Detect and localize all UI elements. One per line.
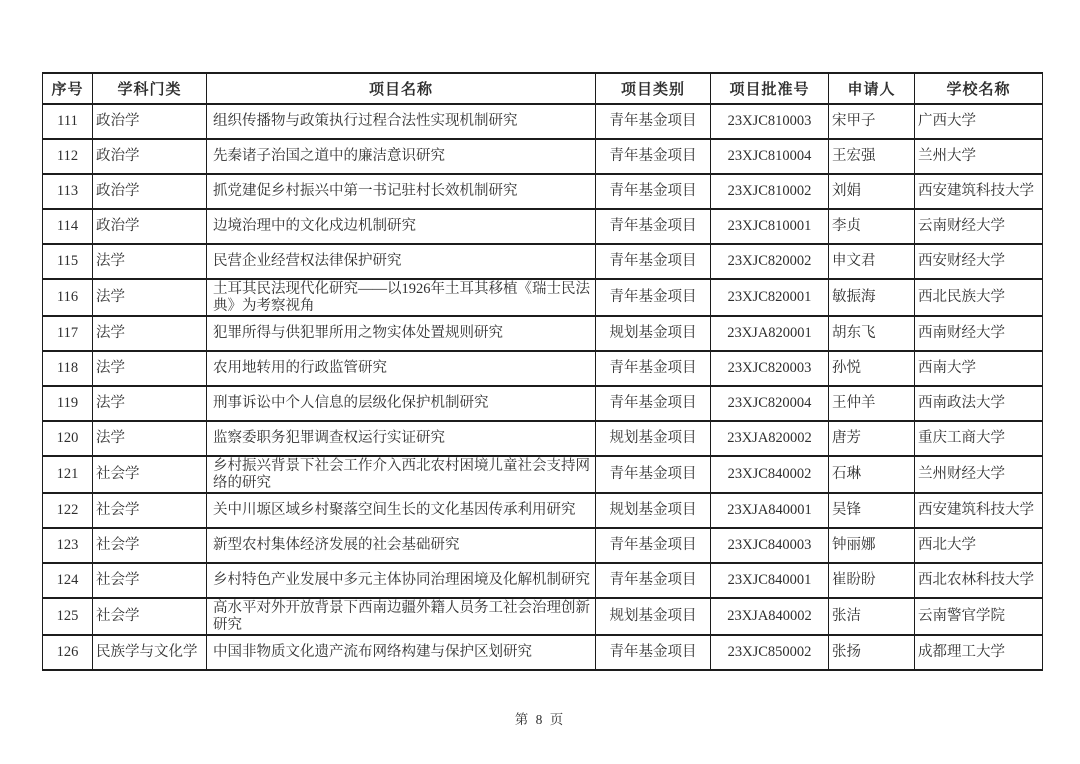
column-header-school: 学校名称 — [915, 73, 1043, 104]
page-number-footer: 第 8 页 — [514, 712, 566, 727]
cell-applicant: 唐芳 — [829, 421, 915, 456]
cell-school: 西安财经大学 — [915, 244, 1043, 279]
cell-grant_no: 23XJC840001 — [711, 563, 829, 598]
cell-discipline: 法学 — [93, 244, 207, 279]
cell-grant_no: 23XJC810002 — [711, 174, 829, 209]
cell-category: 青年基金项目 — [596, 351, 711, 386]
cell-grant_no: 23XJC810003 — [711, 104, 829, 139]
cell-title: 先秦诸子治国之道中的廉洁意识研究 — [207, 139, 596, 174]
cell-no: 121 — [43, 456, 93, 493]
table-row — [43, 139, 1043, 174]
cell-category: 青年基金项目 — [596, 563, 711, 598]
cell-category: 规划基金项目 — [596, 493, 711, 528]
cell-school: 重庆工商大学 — [915, 421, 1043, 456]
cell-title: 监察委职务犯罪调查权运行实证研究 — [207, 421, 596, 456]
cell-grant_no: 23XJC820004 — [711, 386, 829, 421]
table-row — [43, 174, 1043, 209]
cell-school: 西北农林科技大学 — [915, 563, 1043, 598]
cell-school: 西南大学 — [915, 351, 1043, 386]
table-row — [43, 528, 1043, 563]
cell-category: 青年基金项目 — [596, 209, 711, 244]
cell-discipline: 社会学 — [93, 563, 207, 598]
cell-grant_no: 23XJA840002 — [711, 598, 829, 635]
table-row — [43, 635, 1043, 670]
cell-title: 高水平对外开放背景下西南边疆外籍人员务工社会治理创新研究 — [207, 598, 596, 635]
cell-category: 规划基金项目 — [596, 421, 711, 456]
cell-title: 组织传播物与政策执行过程合法性实现机制研究 — [207, 104, 596, 139]
cell-no: 115 — [43, 244, 93, 279]
cell-no: 122 — [43, 493, 93, 528]
cell-category: 青年基金项目 — [596, 279, 711, 316]
cell-applicant: 吴锋 — [829, 493, 915, 528]
cell-school: 兰州财经大学 — [915, 456, 1043, 493]
table-row — [43, 104, 1043, 139]
cell-discipline: 法学 — [93, 421, 207, 456]
cell-applicant: 王宏强 — [829, 139, 915, 174]
column-header-applicant: 申请人 — [829, 73, 915, 104]
cell-category: 规划基金项目 — [596, 316, 711, 351]
column-header-category: 项目类别 — [596, 73, 711, 104]
cell-applicant: 宋甲子 — [829, 104, 915, 139]
cell-category: 青年基金项目 — [596, 244, 711, 279]
table-row — [43, 386, 1043, 421]
cell-grant_no: 23XJA820001 — [711, 316, 829, 351]
cell-discipline: 法学 — [93, 279, 207, 316]
cell-no: 119 — [43, 386, 93, 421]
cell-school: 西北民族大学 — [915, 279, 1043, 316]
cell-discipline: 法学 — [93, 316, 207, 351]
cell-no: 126 — [43, 635, 93, 670]
cell-applicant: 敏振海 — [829, 279, 915, 316]
cell-applicant: 崔盼盼 — [829, 563, 915, 598]
cell-school: 西南财经大学 — [915, 316, 1043, 351]
cell-category: 规划基金项目 — [596, 598, 711, 635]
cell-grant_no: 23XJC850002 — [711, 635, 829, 670]
table-row — [43, 316, 1043, 351]
cell-category: 青年基金项目 — [596, 456, 711, 493]
cell-no: 114 — [43, 209, 93, 244]
table-header-row — [43, 73, 1043, 104]
cell-school: 成都理工大学 — [915, 635, 1043, 670]
cell-title: 中国非物质文化遗产流布网络构建与保护区划研究 — [207, 635, 596, 670]
cell-no: 124 — [43, 563, 93, 598]
cell-title: 边境治理中的文化戍边机制研究 — [207, 209, 596, 244]
cell-school: 西南政法大学 — [915, 386, 1043, 421]
cell-discipline: 法学 — [93, 386, 207, 421]
cell-category: 青年基金项目 — [596, 528, 711, 563]
cell-applicant: 孙悦 — [829, 351, 915, 386]
cell-category: 青年基金项目 — [596, 386, 711, 421]
column-header-no: 序号 — [43, 73, 93, 104]
cell-applicant: 张扬 — [829, 635, 915, 670]
cell-grant_no: 23XJC820002 — [711, 244, 829, 279]
cell-discipline: 社会学 — [93, 493, 207, 528]
cell-grant_no: 23XJC840002 — [711, 456, 829, 493]
cell-discipline: 社会学 — [93, 528, 207, 563]
cell-grant_no: 23XJC810004 — [711, 139, 829, 174]
cell-school: 西北大学 — [915, 528, 1043, 563]
cell-title: 民营企业经营权法律保护研究 — [207, 244, 596, 279]
cell-applicant: 王仲羊 — [829, 386, 915, 421]
table-row — [43, 351, 1043, 386]
cell-grant_no: 23XJC820001 — [711, 279, 829, 316]
cell-category: 青年基金项目 — [596, 139, 711, 174]
cell-no: 116 — [43, 279, 93, 316]
table-row — [43, 279, 1043, 316]
cell-title: 刑事诉讼中个人信息的层级化保护机制研究 — [207, 386, 596, 421]
cell-title: 土耳其民法现代化研究——以1926年土耳其移植《瑞士民法典》为考察视角 — [207, 279, 596, 316]
table-row — [43, 209, 1043, 244]
cell-no: 117 — [43, 316, 93, 351]
column-header-discipline: 学科门类 — [93, 73, 207, 104]
column-header-title: 项目名称 — [207, 73, 596, 104]
cell-grant_no: 23XJA840001 — [711, 493, 829, 528]
cell-applicant: 刘娟 — [829, 174, 915, 209]
cell-discipline: 政治学 — [93, 104, 207, 139]
cell-title: 农用地转用的行政监管研究 — [207, 351, 596, 386]
cell-title: 乡村特色产业发展中多元主体协同治理困境及化解机制研究 — [207, 563, 596, 598]
table-row — [43, 421, 1043, 456]
cell-school: 兰州大学 — [915, 139, 1043, 174]
cell-no: 113 — [43, 174, 93, 209]
cell-discipline: 法学 — [93, 351, 207, 386]
cell-school: 云南警官学院 — [915, 598, 1043, 635]
cell-applicant: 张洁 — [829, 598, 915, 635]
cell-applicant: 申文君 — [829, 244, 915, 279]
cell-title: 关中川塬区域乡村聚落空间生长的文化基因传承利用研究 — [207, 493, 596, 528]
cell-no: 123 — [43, 528, 93, 563]
cell-title: 犯罪所得与供犯罪所用之物实体处置规则研究 — [207, 316, 596, 351]
table-row — [43, 563, 1043, 598]
cell-title: 抓党建促乡村振兴中第一书记驻村长效机制研究 — [207, 174, 596, 209]
cell-applicant: 胡东飞 — [829, 316, 915, 351]
cell-school: 西安建筑科技大学 — [915, 174, 1043, 209]
cell-applicant: 石琳 — [829, 456, 915, 493]
cell-grant_no: 23XJC840003 — [711, 528, 829, 563]
table-row — [43, 493, 1043, 528]
cell-category: 青年基金项目 — [596, 174, 711, 209]
table-row — [43, 598, 1043, 635]
cell-no: 118 — [43, 351, 93, 386]
cell-discipline: 政治学 — [93, 174, 207, 209]
grant-project-table — [42, 72, 1043, 671]
cell-school: 广西大学 — [915, 104, 1043, 139]
cell-school: 云南财经大学 — [915, 209, 1043, 244]
cell-no: 120 — [43, 421, 93, 456]
cell-applicant: 钟丽娜 — [829, 528, 915, 563]
cell-category: 青年基金项目 — [596, 104, 711, 139]
cell-grant_no: 23XJC810001 — [711, 209, 829, 244]
cell-grant_no: 23XJA820002 — [711, 421, 829, 456]
cell-applicant: 李贞 — [829, 209, 915, 244]
cell-discipline: 政治学 — [93, 139, 207, 174]
table-body — [43, 104, 1043, 670]
cell-school: 西安建筑科技大学 — [915, 493, 1043, 528]
column-header-grant_no: 项目批准号 — [711, 73, 829, 104]
cell-no: 111 — [43, 104, 93, 139]
table-row — [43, 456, 1043, 493]
cell-discipline: 社会学 — [93, 598, 207, 635]
cell-title: 新型农村集体经济发展的社会基础研究 — [207, 528, 596, 563]
cell-no: 112 — [43, 139, 93, 174]
table-row — [43, 244, 1043, 279]
cell-discipline: 民族学与文化学 — [93, 635, 207, 670]
cell-no: 125 — [43, 598, 93, 635]
cell-discipline: 政治学 — [93, 209, 207, 244]
cell-grant_no: 23XJC820003 — [711, 351, 829, 386]
cell-discipline: 社会学 — [93, 456, 207, 493]
cell-category: 青年基金项目 — [596, 635, 711, 670]
cell-title: 乡村振兴背景下社会工作介入西北农村困境儿童社会支持网络的研究 — [207, 456, 596, 493]
